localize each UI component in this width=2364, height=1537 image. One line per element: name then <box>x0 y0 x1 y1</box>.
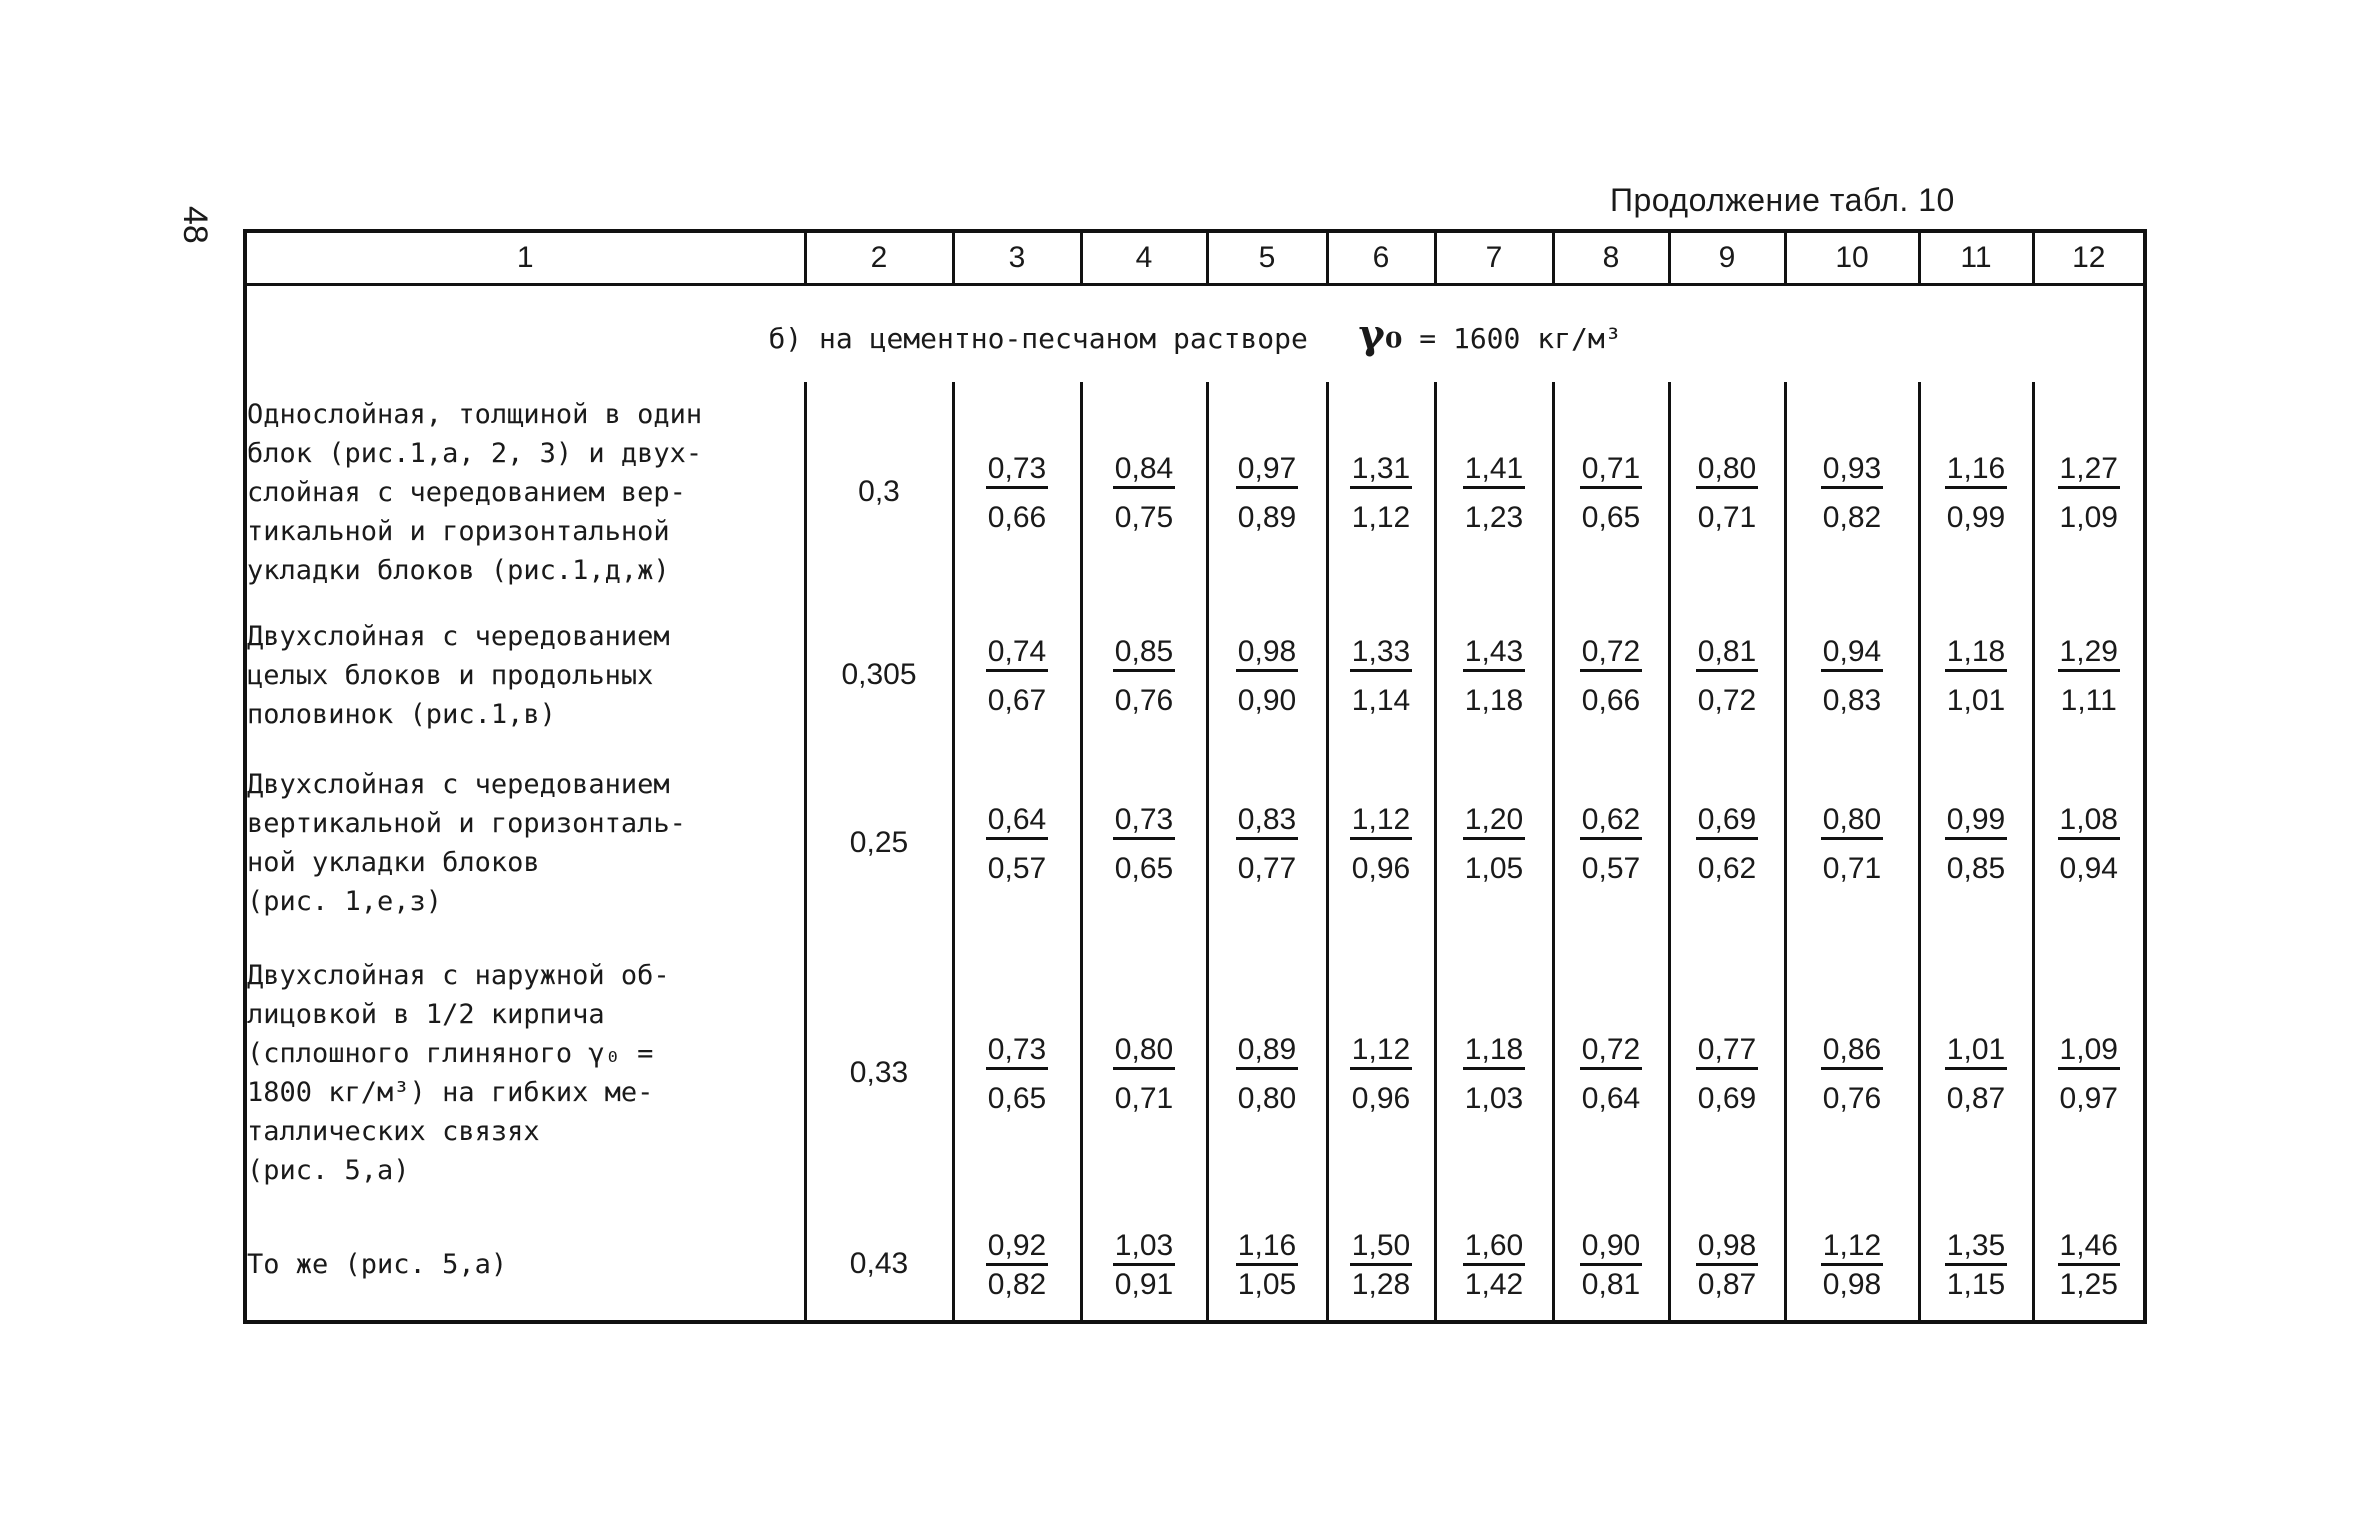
value-cell <box>953 938 1081 1208</box>
row-description <box>245 382 805 602</box>
value-cell <box>1327 602 1435 748</box>
value-numerator: 0,73 <box>1113 803 1175 840</box>
value-cell <box>1785 938 1919 1208</box>
value-numerator: 1,12 <box>1821 1229 1883 1266</box>
description-line: (сплошного глиняного γ₀ = <box>247 1038 654 1069</box>
value-denominator: 0,66 <box>1581 684 1641 717</box>
row-description <box>245 602 805 748</box>
description-line: слойная с чередованием вер- <box>247 476 686 508</box>
value-cell <box>1553 382 1669 602</box>
value-numerator: 0,80 <box>1821 803 1883 840</box>
section-title-row <box>245 285 2145 383</box>
value-cell <box>2033 382 2145 602</box>
section-title-prefix: б) на цементно-песчаном растворе <box>768 321 1308 355</box>
column-header: 9 <box>1669 231 1785 285</box>
value-numerator: 0,73 <box>986 452 1048 489</box>
gamma-symbol: γ₀ <box>1358 310 1403 358</box>
value-numerator: 0,98 <box>1236 635 1298 672</box>
value-cell <box>1553 602 1669 748</box>
value-cell <box>1435 382 1553 602</box>
value-cell <box>2033 748 2145 938</box>
row-description <box>245 748 805 938</box>
value-cell <box>1785 382 1919 602</box>
section-title-suffix: = 1600 кг/м³ <box>1419 321 1622 355</box>
value-denominator: 0,98 <box>1822 1268 1882 1301</box>
value-denominator: 0,57 <box>987 852 1047 885</box>
value-denominator: 0,66 <box>987 501 1047 534</box>
value-denominator: 1,09 <box>2059 501 2118 534</box>
value-numerator: 0,99 <box>1945 803 2007 840</box>
value-numerator: 0,77 <box>1696 1033 1758 1070</box>
value-cell <box>1785 748 1919 938</box>
value-denominator: 0,64 <box>1581 1082 1641 1115</box>
value-numerator: 0,64 <box>986 803 1048 840</box>
column-header: 10 <box>1785 231 1919 285</box>
value-cell <box>1207 602 1327 748</box>
value-cell <box>1207 382 1327 602</box>
value-numerator: 0,73 <box>986 1033 1048 1070</box>
thickness-cell: 0,33 <box>805 938 953 1208</box>
value-denominator: 0,96 <box>1351 852 1411 885</box>
value-numerator: 1,35 <box>1945 1229 2007 1266</box>
description-line: Двухслойная с чередованием <box>247 620 670 652</box>
column-header: 1 <box>245 231 805 285</box>
value-cell <box>1669 748 1785 938</box>
description-line: (рис. 1,е,з) <box>247 886 443 917</box>
value-numerator: 0,98 <box>1696 1229 1758 1266</box>
value-numerator: 0,80 <box>1113 1033 1175 1070</box>
page-number: 48 <box>176 206 214 244</box>
description-line: половинок (рис.1,в) <box>247 698 556 730</box>
header-row <box>245 231 2145 285</box>
value-numerator: 0,72 <box>1580 1033 1642 1070</box>
value-denominator: 0,71 <box>1114 1082 1174 1115</box>
value-denominator: 0,81 <box>1581 1268 1641 1301</box>
value-cell <box>1327 382 1435 602</box>
description-line: (рис. 5,а) <box>247 1155 410 1186</box>
value-denominator: 0,65 <box>1114 852 1174 885</box>
value-denominator: 0,62 <box>1697 852 1757 885</box>
value-numerator: 1,60 <box>1463 1229 1525 1266</box>
value-numerator: 0,97 <box>1236 452 1298 489</box>
value-cell <box>953 382 1081 602</box>
value-cell <box>1081 602 1207 748</box>
value-cell <box>1553 938 1669 1208</box>
value-denominator: 0,77 <box>1237 852 1297 885</box>
value-cell <box>1669 938 1785 1208</box>
description-line: таллических связях <box>247 1116 540 1147</box>
value-denominator: 0,87 <box>1946 1082 2006 1115</box>
table-row <box>245 1208 2145 1322</box>
value-cell <box>953 748 1081 938</box>
value-cell <box>1785 602 1919 748</box>
value-numerator: 1,18 <box>1463 1033 1525 1070</box>
value-numerator: 0,93 <box>1821 452 1883 489</box>
thickness-cell: 0,43 <box>805 1208 953 1322</box>
value-cell <box>1207 1208 1327 1322</box>
value-denominator: 0,82 <box>1822 501 1882 534</box>
table-caption: Продолжение табл. 10 <box>1610 182 1955 218</box>
value-denominator: 0,57 <box>1581 852 1641 885</box>
value-numerator: 1,03 <box>1113 1229 1175 1266</box>
value-denominator: 0,94 <box>2059 852 2118 885</box>
table-row <box>245 938 2145 1208</box>
value-cell <box>1207 938 1327 1208</box>
column-header: 11 <box>1919 231 2033 285</box>
value-cell <box>1435 938 1553 1208</box>
value-numerator: 0,71 <box>1580 452 1642 489</box>
value-cell <box>1081 938 1207 1208</box>
value-cell <box>953 602 1081 748</box>
value-cell <box>2033 938 2145 1208</box>
column-header: 2 <box>805 231 953 285</box>
value-cell <box>1669 382 1785 602</box>
row-description <box>245 938 805 1208</box>
value-cell <box>1327 748 1435 938</box>
value-denominator: 0,65 <box>1581 501 1641 534</box>
value-denominator: 0,87 <box>1697 1268 1757 1301</box>
value-numerator: 0,86 <box>1821 1033 1883 1070</box>
value-numerator: 1,31 <box>1350 452 1412 489</box>
section-title <box>245 285 2145 383</box>
value-numerator: 0,72 <box>1580 635 1642 672</box>
value-cell <box>1553 1208 1669 1322</box>
value-denominator: 1,25 <box>2059 1268 2118 1301</box>
value-cell <box>1327 1208 1435 1322</box>
description-line: тикальной и горизонтальной <box>247 515 670 547</box>
value-cell <box>1919 748 2033 938</box>
value-cell <box>1919 1208 2033 1322</box>
value-numerator: 1,46 <box>2058 1229 2120 1266</box>
description-line: 1800 кг/м³) на гибких ме- <box>247 1077 654 1108</box>
value-denominator: 0,90 <box>1237 684 1297 717</box>
value-denominator: 0,76 <box>1114 684 1174 717</box>
column-header: 4 <box>1081 231 1207 285</box>
value-numerator: 1,01 <box>1945 1033 2007 1070</box>
description-line: ной укладки блоков <box>247 847 540 878</box>
value-numerator: 1,41 <box>1463 452 1525 489</box>
value-numerator: 0,85 <box>1113 635 1175 672</box>
value-cell <box>1669 602 1785 748</box>
thickness-cell: 0,305 <box>805 602 953 748</box>
value-numerator: 0,81 <box>1696 635 1758 672</box>
value-denominator: 1,23 <box>1464 501 1524 534</box>
table-row <box>245 602 2145 748</box>
value-numerator: 1,16 <box>1945 452 2007 489</box>
value-numerator: 1,08 <box>2058 803 2120 840</box>
value-denominator: 0,71 <box>1697 501 1757 534</box>
value-numerator: 0,89 <box>1236 1033 1298 1070</box>
value-denominator: 1,14 <box>1351 684 1411 717</box>
column-header: 5 <box>1207 231 1327 285</box>
value-numerator: 1,12 <box>1350 803 1412 840</box>
value-numerator: 1,33 <box>1350 635 1412 672</box>
value-numerator: 1,27 <box>2058 452 2120 489</box>
value-denominator: 1,05 <box>1464 852 1524 885</box>
value-denominator: 0,99 <box>1946 501 2006 534</box>
value-cell <box>1081 1208 1207 1322</box>
value-cell <box>1919 382 2033 602</box>
value-denominator: 1,18 <box>1464 684 1524 717</box>
value-numerator: 1,29 <box>2058 635 2120 672</box>
value-denominator: 0,85 <box>1946 852 2006 885</box>
description-line: вертикальной и горизонталь- <box>247 808 686 839</box>
column-header: 8 <box>1553 231 1669 285</box>
thickness-cell: 0,25 <box>805 748 953 938</box>
value-denominator: 0,71 <box>1822 852 1882 885</box>
value-denominator: 0,89 <box>1237 501 1297 534</box>
description-line: То же (рис. 5,а) <box>247 1248 508 1280</box>
value-numerator: 0,90 <box>1580 1229 1642 1266</box>
value-denominator: 1,28 <box>1351 1268 1411 1301</box>
value-denominator: 1,15 <box>1946 1268 2006 1301</box>
description-line: блок (рис.1,а, 2, 3) и двух- <box>247 437 703 469</box>
column-header: 3 <box>953 231 1081 285</box>
value-denominator: 0,67 <box>987 684 1047 717</box>
value-denominator: 0,82 <box>987 1268 1047 1301</box>
description-line: укладки блоков (рис.1,д,ж) <box>247 554 670 586</box>
description-line: целых блоков и продольных <box>247 659 654 691</box>
value-denominator: 1,42 <box>1464 1268 1524 1301</box>
value-cell <box>1553 748 1669 938</box>
thickness-cell: 0,3 <box>805 382 953 602</box>
description-line: Однослойная, толщиной в один <box>247 398 703 430</box>
value-cell <box>1785 1208 1919 1322</box>
value-cell <box>1919 602 2033 748</box>
value-cell <box>1081 382 1207 602</box>
value-cell <box>1207 748 1327 938</box>
value-cell <box>1081 748 1207 938</box>
value-denominator: 1,05 <box>1237 1268 1297 1301</box>
value-denominator: 0,97 <box>2059 1082 2118 1115</box>
column-header: 6 <box>1327 231 1435 285</box>
value-numerator: 0,74 <box>986 635 1048 672</box>
value-denominator: 1,01 <box>1946 684 2006 717</box>
description-line: Двухслойная с чередованием <box>247 769 670 800</box>
value-numerator: 0,84 <box>1113 452 1175 489</box>
value-cell <box>1435 602 1553 748</box>
value-numerator: 1,50 <box>1350 1229 1412 1266</box>
column-header: 7 <box>1435 231 1553 285</box>
value-denominator: 0,72 <box>1697 684 1757 717</box>
value-cell <box>953 1208 1081 1322</box>
value-denominator: 0,80 <box>1237 1082 1297 1115</box>
value-numerator: 0,62 <box>1580 803 1642 840</box>
value-numerator: 0,83 <box>1236 803 1298 840</box>
column-header: 12 <box>2033 231 2145 285</box>
value-denominator: 0,76 <box>1822 1082 1882 1115</box>
value-cell <box>2033 1208 2145 1322</box>
value-cell <box>1919 938 2033 1208</box>
value-numerator: 1,12 <box>1350 1033 1412 1070</box>
data-table <box>243 229 2147 1324</box>
value-numerator: 1,18 <box>1945 635 2007 672</box>
row-description <box>245 1208 805 1322</box>
value-denominator: 1,12 <box>1351 501 1411 534</box>
table-row <box>245 748 2145 938</box>
table-row <box>245 382 2145 602</box>
description-line: Двухслойная с наружной об- <box>247 960 670 991</box>
value-denominator: 0,65 <box>987 1082 1047 1115</box>
value-denominator: 1,03 <box>1464 1082 1524 1115</box>
value-cell <box>1435 1208 1553 1322</box>
value-denominator: 0,75 <box>1114 501 1174 534</box>
value-numerator: 1,20 <box>1463 803 1525 840</box>
value-numerator: 1,09 <box>2058 1033 2120 1070</box>
value-cell <box>1669 1208 1785 1322</box>
value-denominator: 0,96 <box>1351 1082 1411 1115</box>
value-numerator: 0,94 <box>1821 635 1883 672</box>
description-line: лицовкой в 1/2 кирпича <box>247 999 605 1030</box>
value-numerator: 0,92 <box>986 1229 1048 1266</box>
value-numerator: 0,69 <box>1696 803 1758 840</box>
value-cell <box>2033 602 2145 748</box>
value-denominator: 1,11 <box>2060 684 2117 717</box>
value-denominator: 0,83 <box>1822 684 1882 717</box>
value-numerator: 1,16 <box>1236 1229 1298 1266</box>
value-denominator: 0,91 <box>1114 1268 1174 1301</box>
value-cell <box>1327 938 1435 1208</box>
value-numerator: 1,43 <box>1463 635 1525 672</box>
value-cell <box>1435 748 1553 938</box>
value-denominator: 0,69 <box>1697 1082 1757 1115</box>
value-numerator: 0,80 <box>1696 452 1758 489</box>
